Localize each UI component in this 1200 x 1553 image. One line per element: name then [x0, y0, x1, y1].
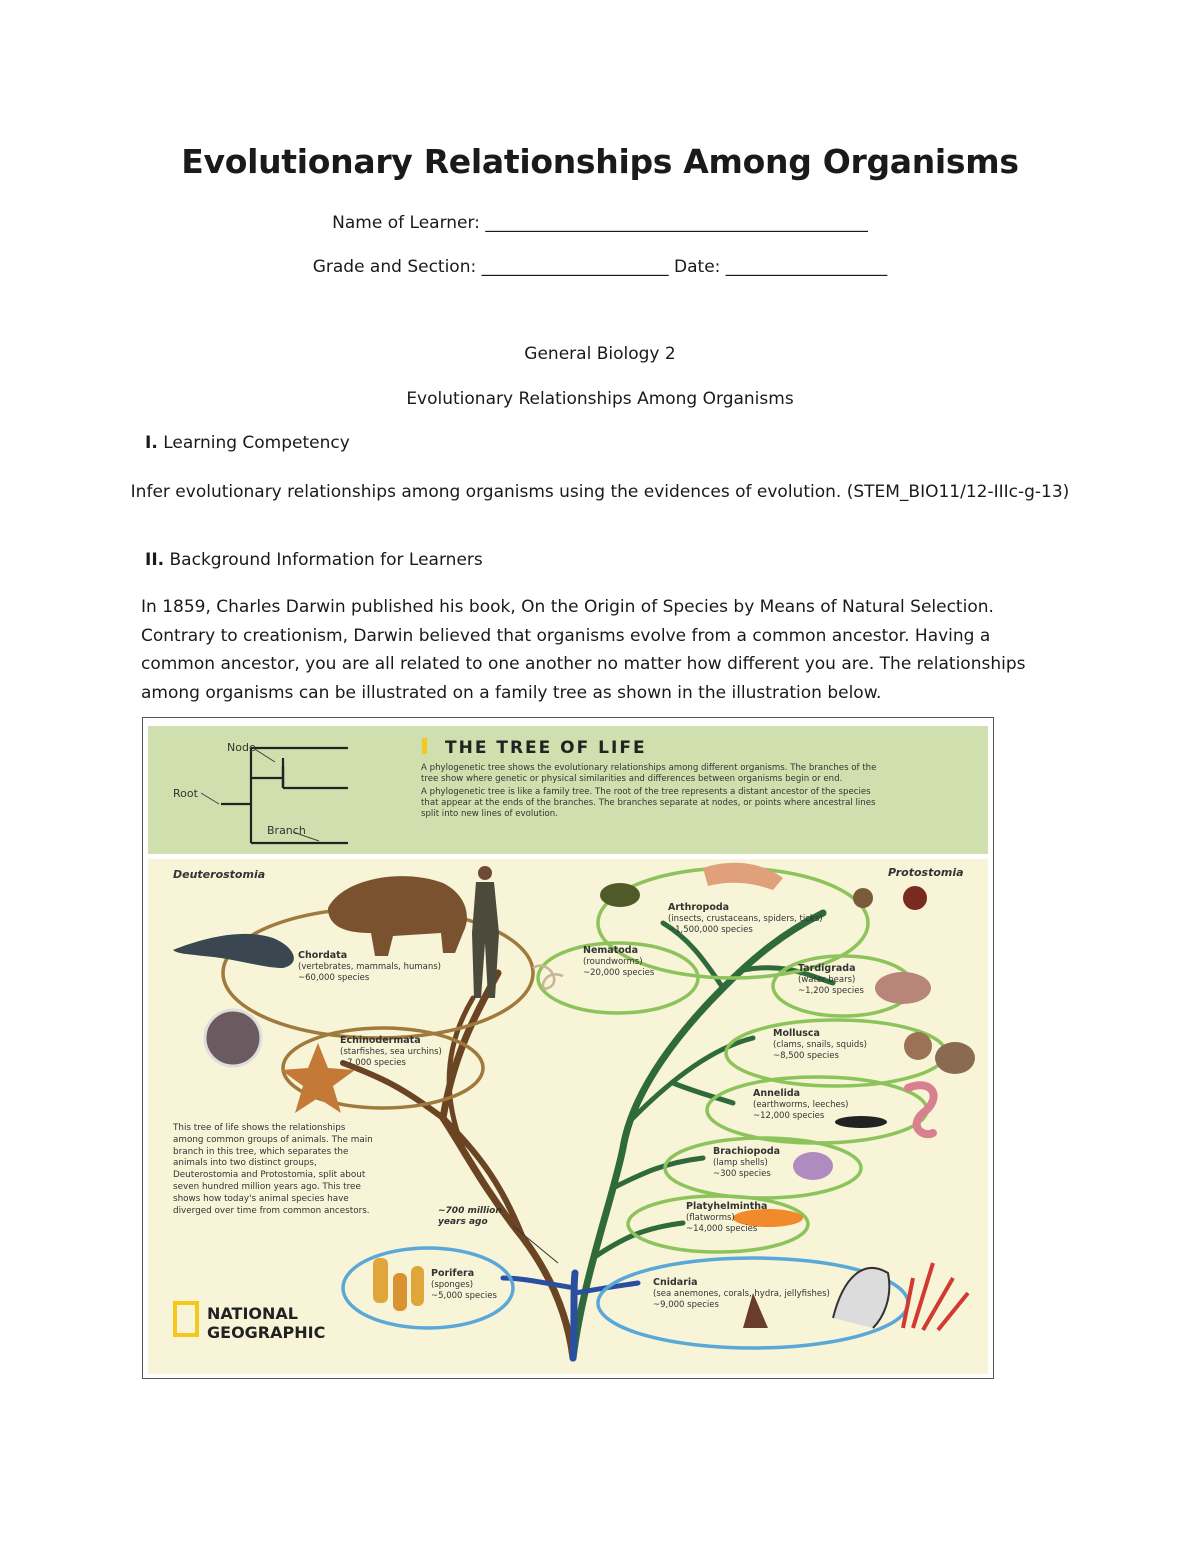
- spider-icon: [853, 888, 873, 908]
- phylum-description: (vertebrates, mammals, humans): [298, 962, 441, 972]
- branch-label: Branch: [267, 824, 306, 837]
- phylum-name: Echinodermata: [340, 1035, 421, 1046]
- tick-icon: [903, 886, 927, 910]
- phylum-description: (flatworms): [686, 1213, 735, 1223]
- phylum-name: Platyhelmintha: [686, 1201, 768, 1212]
- brand-line-2: GEOGRAPHIC: [207, 1323, 326, 1342]
- phylum-name: Nematoda: [583, 945, 638, 956]
- tree-of-life-illustration: [143, 718, 993, 1378]
- phylum-name: Mollusca: [773, 1028, 820, 1039]
- grade-section-date-line: Grade and Section: ______________________ Date: ___________________: [312, 257, 888, 277]
- figure-caption: This tree of life shows the relationships among common groups of animals. The main branch in this tree, which separates the animals into two distinct groups, Deuterostomia and Protostomia, split about seven hundred million years ago. This tree shows how today's animal species have diverged over time from common ancestors.: [173, 1123, 373, 1216]
- deuterostomia-label: Deuterostomia: [173, 868, 266, 881]
- name-of-learner-line: Name of Learner: _____________________________________________: [332, 213, 868, 233]
- snail-icon: [904, 1032, 932, 1060]
- phylum-species-count: ~14,000 species: [686, 1224, 758, 1234]
- figure-intro-2: A phylogenetic tree is like a family tree. The root of the tree represents a distant ancestor of the species that appear at the ends of the branches. The branches separate at nodes, or points where ancestral lines split into new lines of evolution.: [421, 787, 876, 819]
- phylum-name: Annelida: [753, 1088, 801, 1099]
- phylum-species-count: ~60,000 species: [298, 973, 370, 983]
- section-title: Background Information for Learners: [164, 550, 483, 570]
- root-label: Root: [173, 787, 198, 800]
- protostomia-label: Protostomia: [888, 866, 964, 879]
- brand-line-1: NATIONAL: [207, 1304, 298, 1323]
- phylum-description: (lamp shells): [713, 1158, 768, 1168]
- phylum-species-count: ~8,500 species: [773, 1051, 839, 1061]
- leech-icon: [835, 1116, 887, 1128]
- phylum-name: Arthropoda: [668, 902, 730, 913]
- subject-heading: General Biology 2: [524, 344, 676, 364]
- time-label: ~700 million years ago: [438, 1206, 502, 1227]
- phylum-name: Porifera: [431, 1268, 475, 1279]
- phylum-name: Tardigrada: [798, 963, 856, 974]
- phylum-description: (water bears): [798, 975, 856, 985]
- phylum-species-count: ~300 species: [713, 1169, 771, 1179]
- phylum-description: (clams, snails, squids): [773, 1040, 867, 1050]
- phylum-label-tardigrada: [798, 963, 864, 996]
- phylum-species-count: ~7,000 species: [340, 1058, 406, 1068]
- section-number: I.: [145, 433, 158, 453]
- human-head-icon: [478, 866, 492, 880]
- phylum-species-count: ~20,000 species: [583, 968, 655, 978]
- lamp-shell-icon: [793, 1152, 833, 1180]
- phylum-species-count: ~1,500,000 species: [668, 925, 753, 935]
- section-title: Learning Competency: [157, 433, 350, 453]
- phylum-name: Cnidaria: [653, 1277, 698, 1288]
- sponge-icon: [393, 1273, 407, 1311]
- phylum-name: Chordata: [298, 950, 348, 961]
- page-title: Evolutionary Relationships Among Organisms: [181, 142, 1019, 181]
- section-background-information: [145, 550, 483, 570]
- sponge-icon: [373, 1258, 388, 1303]
- tree-of-life-figure: [142, 717, 994, 1379]
- phylum-name: Brachiopoda: [713, 1146, 781, 1157]
- natgeo-heading-marker: [422, 738, 427, 754]
- water-bear-icon: [875, 972, 931, 1004]
- figure-intro-1: A phylogenetic tree shows the evolutionary relationships among different organisms. The branches of the tree show where genetic or physical similarities and differences between organisms begin or end.: [421, 763, 877, 784]
- phylum-description: (insects, crustaceans, spiders, ticks): [668, 914, 823, 924]
- lesson-heading: Evolutionary Relationships Among Organisms: [406, 389, 794, 409]
- phylum-description: (roundworms): [583, 957, 643, 967]
- phylum-species-count: ~1,200 species: [798, 986, 864, 996]
- phylum-description: (starfishes, sea urchins): [340, 1047, 442, 1057]
- phylum-description: (sea anemones, corals, hydra, jellyfishes): [653, 1289, 830, 1299]
- clam-icon: [935, 1042, 975, 1074]
- sponge-icon: [411, 1266, 424, 1306]
- beetle-icon: [600, 883, 640, 907]
- section-learning-competency: [145, 433, 350, 453]
- section-number: II.: [145, 550, 165, 570]
- phylum-description: (earthworms, leeches): [753, 1100, 849, 1110]
- background-paragraph: In 1859, Charles Darwin published his book, On the Origin of Species by Means of Natural Selection. Contrary to creationism, Darwin believed that organisms evolve from a common ancestor. Having a common ancestor, you are all related to one another no matter how different you are. The relationships among organisms can be illustrated on a family tree as shown in the illustration below.: [141, 597, 1026, 703]
- node-label: Node: [227, 741, 256, 754]
- competency-text: Infer evolutionary relationships among organisms using the evidences of evolution. (STEM_BIO11/12-IIIc-g-13): [130, 482, 1070, 502]
- phylum-species-count: ~9,000 species: [653, 1300, 719, 1310]
- phylum-species-count: ~5,000 species: [431, 1291, 497, 1301]
- phylum-description: (sponges): [431, 1280, 474, 1290]
- phylum-species-count: ~12,000 species: [753, 1111, 825, 1121]
- figure-heading: THE TREE OF LIFE: [445, 738, 647, 758]
- sea-urchin-icon: [205, 1010, 261, 1066]
